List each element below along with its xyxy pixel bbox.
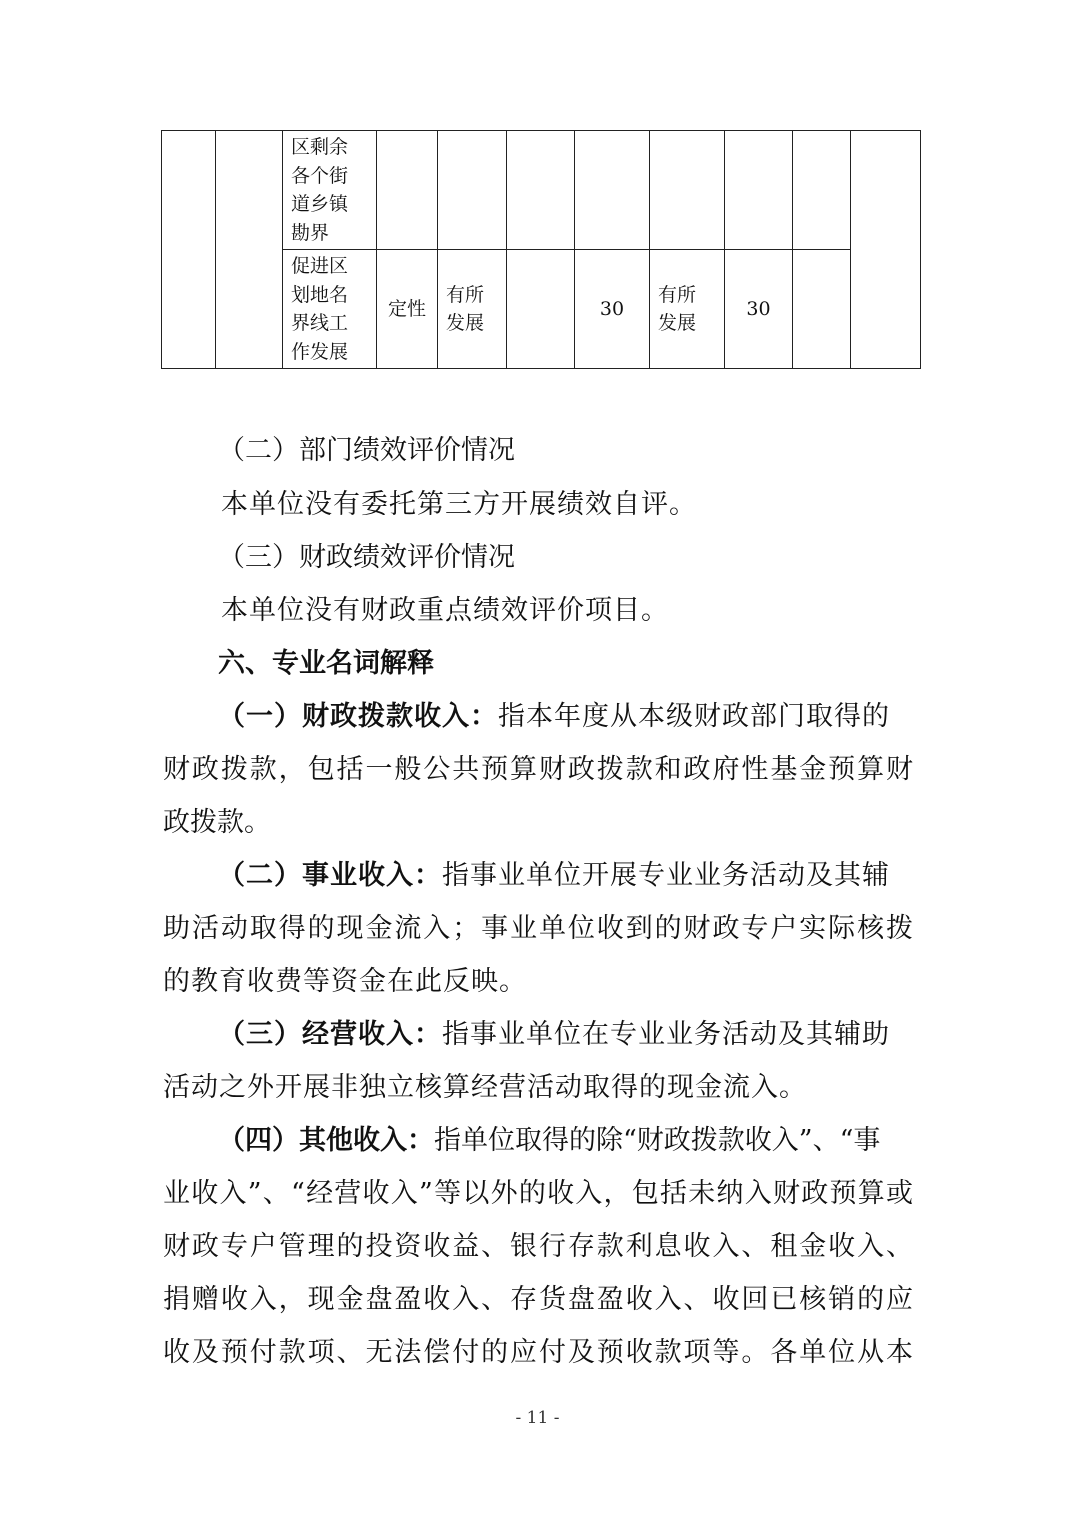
paragraph-line: 助活动取得的现金流入；事业单位收到的财政专户实际核拨: [163, 913, 913, 944]
cell-line: 作发展: [291, 340, 349, 363]
cell-line: 发展: [658, 312, 697, 334]
table-cell: [162, 131, 216, 369]
paragraph: 本单位没有委托第三方开展绩效自评。: [221, 489, 697, 520]
table-cell-target: [438, 250, 507, 369]
cell-line: 区剩余: [291, 136, 349, 158]
cell-line: 划地名: [291, 283, 349, 306]
table-cell: [216, 131, 283, 369]
paragraph-line: 捐赠收入，现金盘盈收入、存货盘盈收入、收回已核销的应: [163, 1284, 913, 1315]
cell-line: 促进区: [291, 255, 349, 277]
term-paragraph: [218, 694, 890, 733]
term-label: （四）其他收入：: [218, 1125, 434, 1156]
page-number: - 11 -: [515, 1408, 560, 1428]
paragraph-line: 财政专户管理的投资收益、银行存款利息收入、租金收入、: [163, 1231, 913, 1262]
term-text: 指本年度从本级财政部门取得的: [498, 701, 890, 732]
cell-line: 各个街: [291, 164, 349, 187]
table-cell: [507, 131, 575, 250]
cell-line: 有所: [658, 283, 697, 306]
paragraph-line: 的教育收费等资金在此反映。: [163, 966, 527, 997]
table-cell-score: 30: [575, 250, 650, 369]
cell-line: 勘界: [291, 221, 330, 244]
table-cell-score-actual: 30: [725, 250, 793, 369]
table-cell-type: 定性: [377, 250, 438, 369]
cell-line: 发展: [446, 312, 485, 334]
section-heading: （二）部门绩效评价情况: [218, 435, 515, 466]
term-label: （三）经营收入：: [218, 1019, 442, 1050]
term-label: （一）财政拨款收入：: [218, 701, 498, 732]
table-cell-indicator: [283, 131, 377, 250]
table-cell: [793, 131, 851, 250]
table-row: [162, 131, 921, 250]
paragraph-line: 业收入”、“经营收入”等以外的收入，包括未纳入财政预算或: [163, 1178, 913, 1209]
cell-line: 道乡镇: [291, 193, 349, 215]
term-paragraph: [218, 853, 890, 892]
term-paragraph: [218, 1118, 880, 1157]
performance-table: [161, 130, 921, 369]
term-text: 指事业单位在专业业务活动及其辅助: [442, 1019, 890, 1050]
table-cell: [725, 131, 793, 250]
term-paragraph: [218, 1012, 890, 1051]
table-cell: [575, 131, 650, 250]
paragraph-line: 收及预付款项、无法偿付的应付及预收款项等。各单位从本: [163, 1337, 913, 1368]
table-cell: [377, 131, 438, 250]
cell-line: 有所: [446, 283, 485, 306]
table-cell-indicator: [283, 250, 377, 369]
section-heading: （三）财政绩效评价情况: [218, 542, 515, 573]
paragraph-line: 政拨款。: [163, 807, 271, 838]
cell-line: 界线工: [291, 312, 349, 334]
paragraph-line: 活动之外开展非独立核算经营活动取得的现金流入。: [163, 1072, 807, 1103]
paragraph: 本单位没有财政重点绩效评价项目。: [221, 595, 669, 626]
table-cell: [507, 250, 575, 369]
term-text: 指事业单位开展专业业务活动及其辅: [442, 860, 890, 891]
table-cell: [650, 131, 725, 250]
table-cell: [438, 131, 507, 250]
chapter-heading: 六、专业名词解释: [218, 648, 434, 679]
table-cell: [793, 250, 851, 369]
table-cell-actual: [650, 250, 725, 369]
term-label: （二）事业收入：: [218, 860, 442, 891]
table-cell: [851, 131, 921, 369]
paragraph-line: 财政拨款，包括一般公共预算财政拨款和政府性基金预算财: [163, 754, 913, 785]
term-text: 指单位取得的除“财政拨款收入”、“事: [434, 1125, 881, 1156]
